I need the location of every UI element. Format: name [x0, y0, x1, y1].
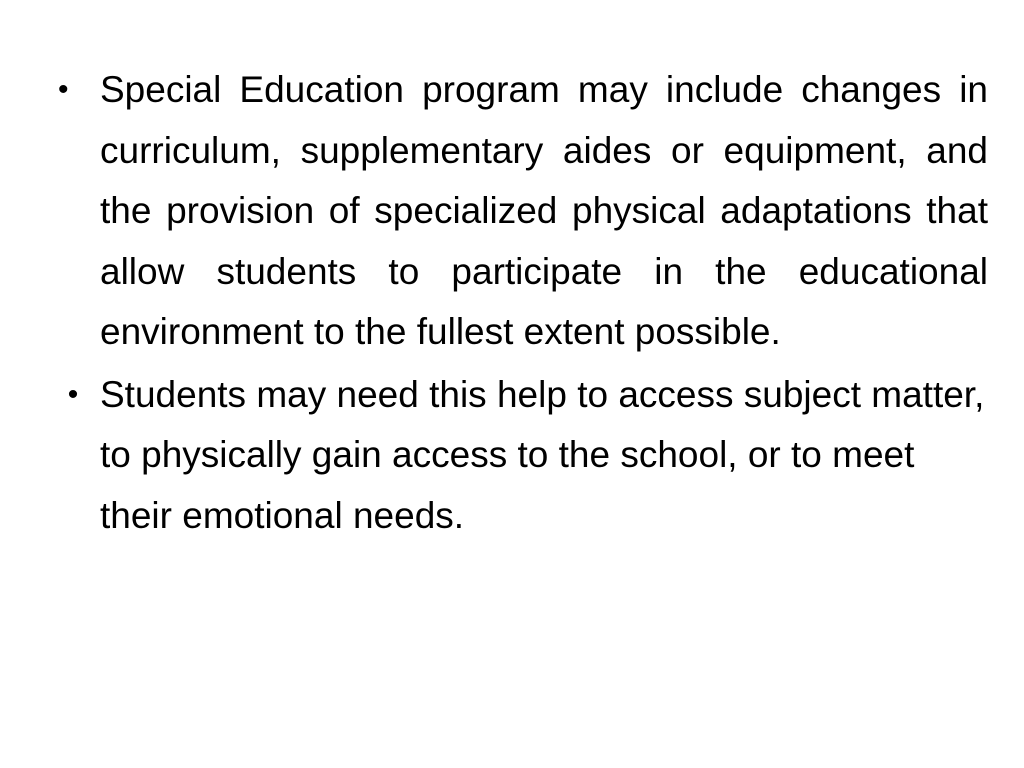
bullet-item-students-need-help [58, 365, 988, 547]
bullet-dot-icon: • [58, 73, 69, 106]
bullet-list [58, 60, 988, 548]
bullet-text: Special Education program may include changes in curriculum, supplementary aides or equipment, and the provision of specialized physical adaptations that allow students to participate in the educational environment to the fullest extent possible. [100, 69, 988, 352]
bullet-item-special-education [58, 60, 988, 363]
bullet-text: Students may need this help to access subject matter, to physically gain access to the school, or to meet their emotional needs. [100, 373, 985, 536]
bullet-dot-icon: • [67, 377, 79, 411]
